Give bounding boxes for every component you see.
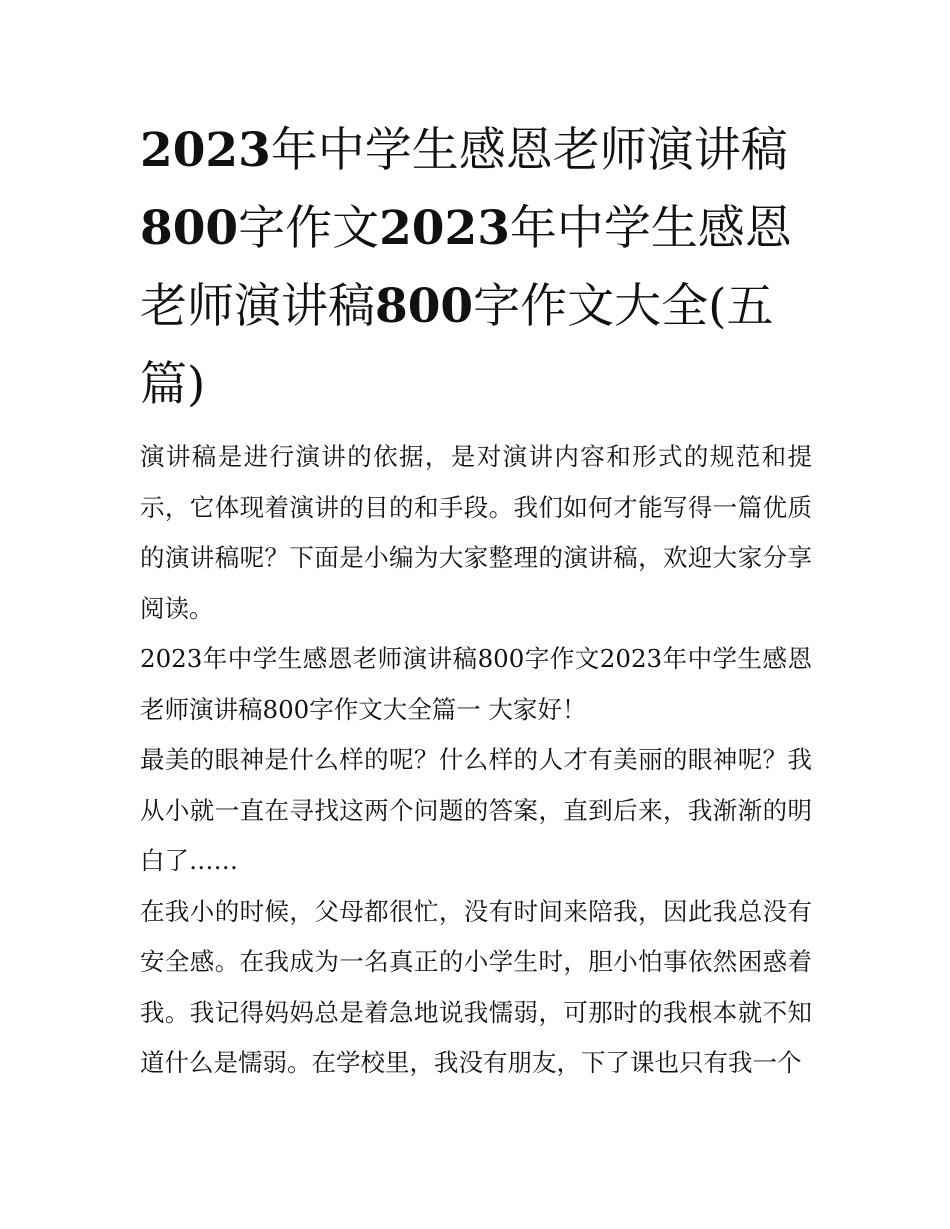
title-part: 800 (140, 201, 239, 256)
body-paragraph: 在我小的时候，父母都很忙，没有时间来陪我，因此我总没有安全感。在我成为一名真正的小学生时，胆小怕事依然困惑着我。我记得妈妈总是着急地说我懦弱，可那时的我根本就不知道什么是懦弱。在学校里，我没有朋友，下了课也只有我一个 (140, 896, 812, 1077)
document-title (140, 112, 812, 424)
body-paragraph: 最美的眼神是什么样的呢？什么样的人才有美丽的眼神呢？我从小就一直在寻找这两个问题的答案，直到后来，我渐渐的明白了…… (140, 745, 812, 875)
title-part: 字作文 (238, 201, 380, 256)
title-part: 年中学生感恩老师演讲稿 (270, 123, 788, 178)
section-heading-paragraph: 2023年中学生感恩老师演讲稿800字作文2023年中学生感恩老师演讲稿800字作文大全篇一 大家好！ (140, 644, 812, 724)
intro-paragraph: 演讲稿是进行演讲的依据，是对演讲内容和形式的规范和提示，它体现着演讲的目的和手段。我们如何才能写得一篇优质的演讲稿呢？下面是小编为大家整理的演讲稿，欢迎大家分享阅读。 (140, 442, 812, 623)
title-part: 字作文大全(五篇) (140, 279, 774, 412)
title-part: 2023 (379, 201, 510, 256)
title-part: 年中学生感恩老师演讲稿 (140, 201, 792, 334)
title-part: 800 (375, 279, 474, 334)
title-part: 2023 (140, 123, 271, 178)
document-page (140, 112, 812, 1089)
